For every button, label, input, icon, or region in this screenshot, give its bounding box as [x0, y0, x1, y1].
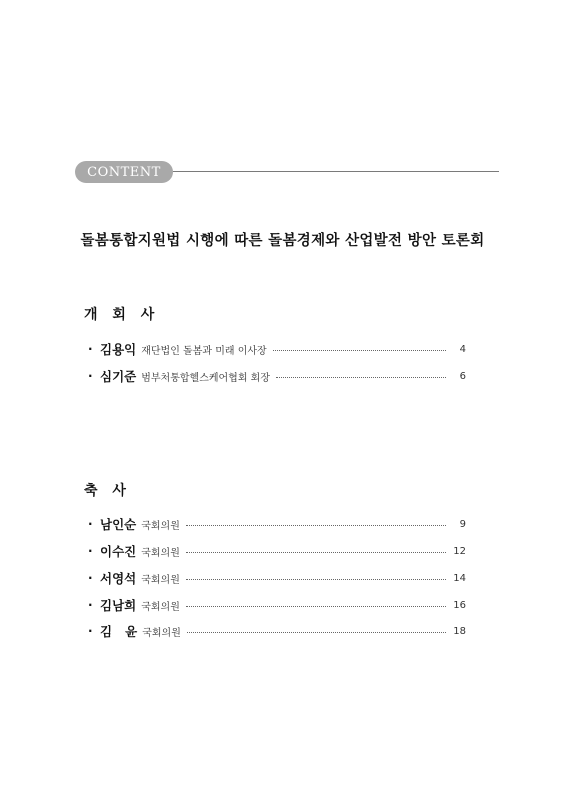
dot-leader — [186, 606, 446, 607]
dot-leader — [187, 632, 446, 633]
speaker-role: 국회의원 — [142, 627, 181, 639]
bullet: · — [88, 342, 93, 356]
page-number: 14 — [453, 572, 466, 584]
speaker-role: 국회의원 — [141, 601, 180, 613]
page-number: 16 — [453, 599, 466, 611]
bullet: · — [88, 517, 93, 531]
speaker-role: 범부처통합헬스케어협회 회장 — [141, 372, 270, 384]
dot-leader — [186, 579, 446, 580]
toc-entry[interactable] — [88, 570, 466, 586]
speaker-name: 서영석 — [100, 571, 137, 586]
toc-entry[interactable] — [88, 516, 466, 532]
speaker-role: 국회의원 — [141, 520, 180, 532]
page-number: 6 — [459, 370, 466, 382]
bullet: · — [88, 369, 93, 383]
speaker-role: 국회의원 — [141, 547, 180, 559]
dot-leader — [273, 350, 446, 351]
section-title-congratulatory-remarks: 축 사 — [84, 483, 131, 499]
toc-entry[interactable] — [88, 623, 466, 639]
speaker-role: 국회의원 — [141, 574, 180, 586]
content-header — [75, 161, 499, 183]
page-number: 18 — [453, 625, 466, 637]
page-number: 12 — [453, 545, 466, 557]
toc-entry[interactable] — [88, 341, 466, 357]
header-divider-line — [173, 171, 499, 172]
dot-leader — [186, 525, 446, 526]
dot-leader — [276, 377, 446, 378]
section-title-opening-remarks: 개 회 사 — [84, 307, 160, 323]
bullet: · — [88, 571, 93, 585]
document-title: 돌봄통합지원법 시행에 따른 돌봄경제와 산업발전 방안 토론회 — [80, 233, 485, 249]
page-number: 4 — [459, 343, 466, 355]
toc-entry[interactable] — [88, 597, 466, 613]
bullet: · — [88, 624, 93, 638]
toc-entry[interactable] — [88, 368, 466, 384]
toc-entry[interactable] — [88, 543, 466, 559]
bullet: · — [88, 598, 93, 612]
page-number: 9 — [459, 518, 466, 530]
speaker-name: 김 윤 — [100, 624, 138, 639]
speaker-name: 남인순 — [100, 517, 137, 532]
speaker-name: 이수진 — [100, 544, 137, 559]
speaker-name: 김용익 — [100, 342, 137, 357]
dot-leader — [186, 552, 446, 553]
bullet: · — [88, 544, 93, 558]
content-tab: CONTENT — [75, 161, 173, 183]
speaker-role: 재단법인 돌봄과 미래 이사장 — [141, 345, 267, 357]
speaker-name: 김남희 — [100, 598, 137, 613]
speaker-name: 심기준 — [100, 369, 137, 384]
